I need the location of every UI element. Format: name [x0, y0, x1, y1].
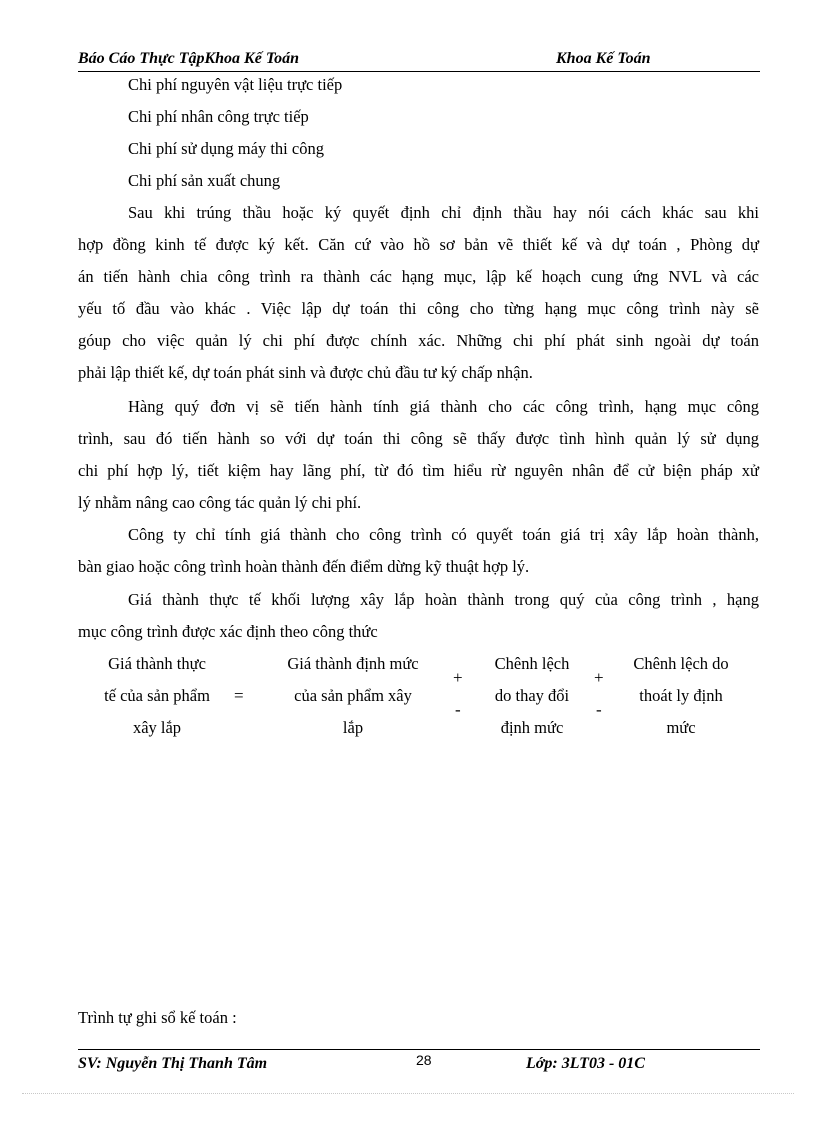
formula-term-norm-cost: Giá thành định mức của sản phẩm xây lắp	[287, 654, 419, 737]
paragraph-line: Giá thành thực tế khối lượng xây lắp hoàn thành trong quý của công trình , hạng	[128, 590, 759, 609]
formula-term-norm-change-diff: Chênh lệch do thay đổi định mức	[494, 654, 570, 737]
header-rule	[78, 71, 760, 72]
formula-plus-sign: +	[453, 668, 463, 687]
header-right-title: Khoa Kế Toán	[556, 50, 651, 67]
paragraph-line: Công ty chỉ tính giá thành cho công trình có quyết toán giá trị xây lắp hoàn thành,	[128, 525, 759, 544]
cost-item: Chi phí sản xuất chung	[128, 171, 281, 190]
page-bottom-divider	[22, 1093, 794, 1094]
paragraph-line: Sau khi trúng thầu hoặc ký quyết định chỉ định thầu hay nói cách khác sau khi	[128, 203, 759, 222]
formula-term-actual-cost: Giá thành thực tế của sản phẩm xây lắp	[104, 654, 210, 737]
cost-item: Chi phí nguyên vật liệu trực tiếp	[128, 75, 343, 94]
paragraph-line: mục công trình được xác định theo công thức	[78, 622, 378, 641]
footer-rule	[78, 1049, 760, 1050]
paragraph-line: chi phí hợp lý, tiết kiệm hay lãng phí, từ đó tìm hiểu rừ nguyên nhân để cử biện pháp xử	[78, 461, 759, 480]
footer-class: Lớp: 3LT03 - 01C	[526, 1055, 645, 1072]
paragraph-line: Hàng quý đơn vị sẽ tiến hành tính giá thành cho các công trình, hạng mục công	[128, 397, 759, 416]
header-left-title: Báo Cáo Thực TậpKhoa Kế Toán	[78, 50, 300, 67]
paragraph-line: bàn giao hoặc công trình hoàn thành đến điểm dừng kỹ thuật hợp lý.	[78, 557, 530, 576]
paragraph-line: án tiến hành chia công trình ra thành các hạng mục, lập kế hoạch cung ứng NVL và các	[78, 267, 759, 286]
page-number: 28	[416, 1052, 432, 1068]
formula-term-norm-deviation-diff: Chênh lệch do thoát ly định mức	[633, 654, 729, 737]
page-header	[78, 50, 760, 72]
footer-student-name: SV: Nguyễn Thị Thanh Tâm	[78, 1055, 268, 1072]
formula-minus-sign: -	[455, 700, 461, 719]
paragraph-line: trình, sau đó tiến hành so với dự toán thi công sẽ thấy được tình hình quản lý sử dụng	[78, 429, 759, 448]
paragraph-line: yếu tố đầu vào khác . Việc lập dự toán thi công cho từng hạng mục công trình này sẽ	[78, 299, 759, 318]
formula-plus-sign: +	[594, 668, 604, 687]
cost-item: Chi phí nhân công trực tiếp	[128, 107, 309, 126]
formula-minus-sign: -	[596, 700, 602, 719]
paragraph-line: hợp đồng kinh tế được ký kết. Căn cứ vào hồ sơ bản vẽ thiết kế và dự toán , Phòng dự	[78, 235, 759, 254]
cost-item: Chi phí sử dụng máy thi công	[128, 139, 324, 158]
paragraph-line: góup cho việc quản lý chi phí được chính xác. Những chi phí phát sinh ngoài dự toán	[78, 331, 759, 350]
section-heading: Trình tự ghi sổ kế toán :	[78, 1008, 237, 1027]
paragraph-line: phải lập thiết kế, dự toán phát sinh và được chủ đầu tư ký chấp nhận.	[78, 363, 533, 382]
paragraph-line: lý nhằm nâng cao công tác quản lý chi phí.	[78, 493, 362, 512]
formula-equals-sign: =	[234, 686, 244, 705]
